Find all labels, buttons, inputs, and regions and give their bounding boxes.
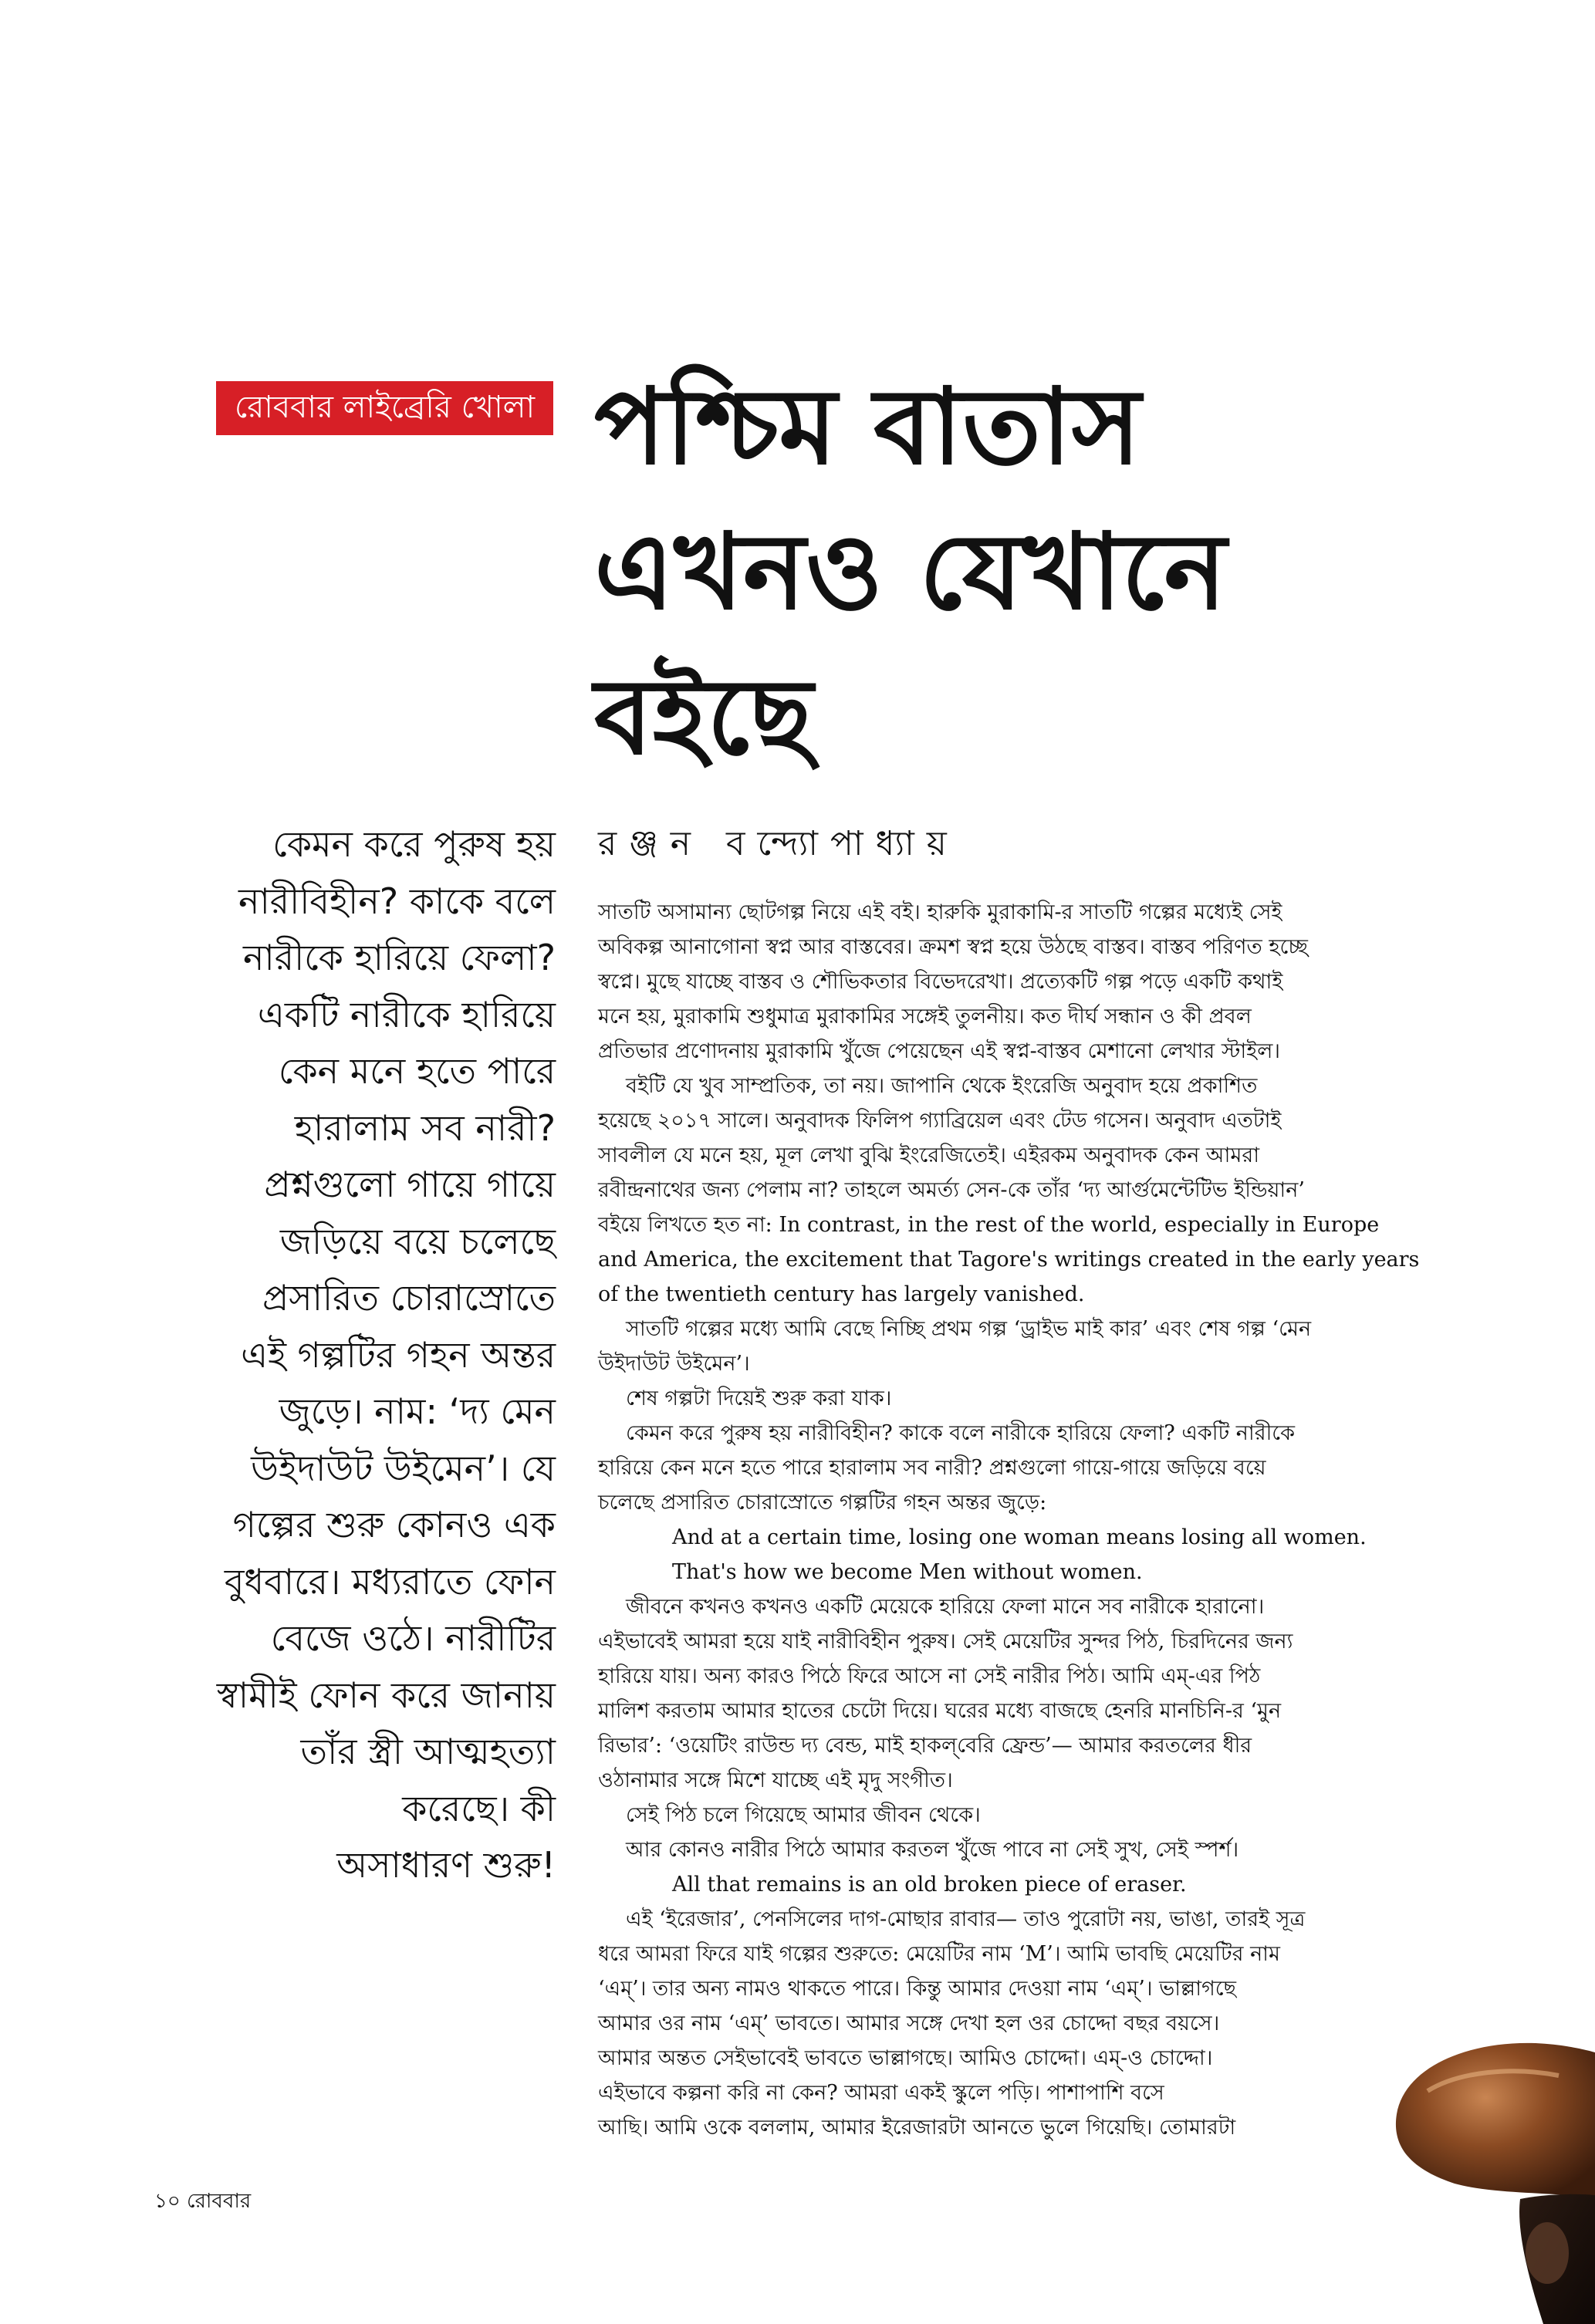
- pullquote-line: করেছে। কী: [402, 1787, 556, 1829]
- pullquote-line: বুধবারে। মধ্যরাতে ফোন: [224, 1560, 556, 1603]
- article-line: ধরে আমরা ফিরে যাই গল্পের শুরুতে: মেয়েটির নাম ‘M’। আমি ভাবছি মেয়েটির নাম: [598, 1942, 1281, 1966]
- article-line: জীবনে কখনও কখনও একটি মেয়েকে হারিয়ে ফেলা মানে সব নারীকে হারানো।: [626, 1595, 1265, 1619]
- pullquote-line: একটি নারীকে হারিয়ে: [257, 993, 556, 1035]
- pullquote-line: জুড়ে। নাম: ‘দ্য মেন: [279, 1390, 556, 1432]
- article-line: মালিশ করতাম আমার হাতের চেটো দিয়ে। ঘরের মধ্যে বাজছে হেনরি মানচিনি-র ‘মুন: [598, 1699, 1282, 1723]
- article-line: স্বপ্নে। মুছে যাচ্ছে বাস্তব ও শৌভিকতার বিভেদরেখা। প্রত্যেকটি গল্প পড়ে একটি কথাই: [598, 970, 1283, 994]
- article-line: ‘এম্’। তার অন্য নামও থাকতে পারে। কিন্তু আমার দেওয়া নাম ‘এম্’। ভাল্লাগছে: [598, 1977, 1236, 2001]
- pullquote-line: অসাধারণ শুরু!: [336, 1844, 556, 1886]
- pullquote-line: নারীকে হারিয়ে ফেলা?: [242, 937, 556, 978]
- pullquote-line: কেন মনে হতে পারে: [278, 1050, 556, 1092]
- article-line: চলেছে প্রসারিত চোরাস্রোতে গল্পটির গহন অন্তর জুড়ে:: [598, 1491, 1047, 1515]
- pullquote-line: উইদাউট উইমেন’। যে: [251, 1447, 556, 1489]
- section-label: রোববার লাইব্রেরি খোলা: [216, 381, 553, 435]
- pullquote: [116, 816, 556, 1894]
- pullquote-line: প্রসারিত চোরাস্রোতে: [262, 1277, 556, 1319]
- pullquote-line: তাঁর স্ত্রী আত্মহত্যা: [300, 1731, 556, 1772]
- pullquote-line: প্রশ্নগুলো গায়ে গায়ে: [264, 1164, 556, 1205]
- article-line: শেষ গল্পটা দিয়েই শুরু করা যাক।: [626, 1387, 892, 1410]
- article-line: প্রতিভার প্রণোদনায় মুরাকামি খুঁজে পেয়েছেন এই স্বপ্ন-বাস্তব মেশানো লেখার স্টাইল।: [598, 1039, 1280, 1063]
- article-line: হারিয়ে কেন মনে হতে পারে হারালাম সব নারী? প্রশ্নগুলো গায়ে-গায়ে জড়িয়ে বয়ে: [598, 1456, 1266, 1480]
- quote-line: All that remains is an old broken piece of eraser.: [672, 1873, 1187, 1897]
- pullquote-line: হারালাম সব নারী?: [294, 1106, 556, 1149]
- article-line: হারিয়ে যায়। অন্য কারও পিঠে ফিরে আসে না সেই নারীর পিঠ। আমি এম্-এর পিঠ: [598, 1664, 1261, 1688]
- headline-line: পশ্চিম বাতাস: [594, 367, 1141, 488]
- article-line: বইটি যে খুব সাম্প্রতিক, তা নয়। জাপানি থেকে ইংরেজি অনুবাদ হয়ে প্রকাশিত: [626, 1074, 1258, 1098]
- article-line: আমার ওর নাম ‘এম্’ ভাবতে। আমার সঙ্গে দেখা হল ওর চোদ্দো বছর বয়সে।: [598, 2012, 1220, 2035]
- page-folio: ১০ রোববার: [154, 2190, 252, 2213]
- headline-line: বইছে: [594, 657, 813, 779]
- article-line: আমার অন্তত সেইভাবেই ভাবতে ভাল্লাগছে। আমিও চোদ্দো। এম্-ও চোদ্দো।: [598, 2046, 1213, 2070]
- quote-line: And at a certain time, losing one woman means losing all women.: [672, 1525, 1367, 1549]
- headline-line: এখনও যেখানে: [594, 512, 1227, 633]
- article-line: আছি। আমি ওকে বললাম, আমার ইরেজারটা আনতে ভুলে গিয়েছি। তোমারটা: [598, 2116, 1236, 2140]
- article-line: অবিকল্প আনাগোনা স্বপ্ন আর বাস্তবের। ক্রমশ স্বপ্ন হয়ে উঠছে বাস্তব। বাস্তব পরিণত হচ্ছে: [598, 935, 1308, 959]
- article-line: সেই পিঠ চলে গিয়েছে আমার জীবন থেকে।: [626, 1803, 981, 1827]
- article-line: সাতটি গল্পের মধ্যে আমি বেছে নিচ্ছি প্রথম গল্প ‘ড্রাইভ মাই কার’ এবং শেষ গল্প ‘মেন: [626, 1317, 1312, 1341]
- article-line: কেমন করে পুরুষ হয় নারীবিহীন? কাকে বলে নারীকে হারিয়ে ফেলা? একটি নারীকে: [626, 1421, 1296, 1445]
- article-line: বইয়ে লিখতে হত না: In contrast, in the rest of the world, especially in Europe: [598, 1213, 1380, 1237]
- article-line: এই ‘ইরেজার’, পেনসিলের দাগ-মোছার রাবার— তাও পুরোটা নয়, ভাঙা, তারই সূত্র: [626, 1907, 1306, 1931]
- article-line: আর কোনও নারীর পিঠে আমার করতল খুঁজে পাবে না সেই সুখ, সেই স্পর্শ।: [626, 1838, 1239, 1862]
- article-line: রিভার’: ‘ওয়েটিং রাউন্ড দ্য বেন্ড, মাই হাকল্‌বেরি ফ্রেন্ড’— আমার করতলের ধীর: [598, 1734, 1252, 1758]
- article-line: সাতটি অসামান্য ছোটগল্প নিয়ে এই বই। হারুকি মুরাকামি-র সাতটি গল্পের মধ্যেই সেই: [598, 900, 1282, 924]
- pullquote-line: এই গল্পটির গহন অন্তর: [241, 1333, 556, 1376]
- article-line: এইভাবেই আমরা হয়ে যাই নারীবিহীন পুরুষ। সেই মেয়েটির সুন্দর পিঠ, চিরদিনের জন্য: [598, 1630, 1293, 1653]
- headline: [594, 355, 1520, 790]
- article-line: ওঠানামার সঙ্গে মিশে যাচ্ছে এই মৃদু সংগীত।: [598, 1768, 953, 1792]
- decorative-photo: [1381, 1998, 1595, 2324]
- article-body: [598, 895, 1447, 2145]
- article-line: মনে হয়, মুরাকামি শুধুমাত্র মুরাকামির সঙ্গেই তুলনীয়। কত দীর্ঘ সন্ধান ও কী প্রবল: [598, 1005, 1252, 1029]
- byline: রঞ্জন বন্দ্যোপাধ্যায়: [598, 824, 959, 863]
- article-line: এইভাবে কল্পনা করি না কেন? আমরা একই স্কুলে পড়ি। পাশাপাশি বসে: [598, 2081, 1164, 2105]
- article-line: হয়েছে ২০১৭ সালে। অনুবাদক ফিলিপ গ্যাব্রিয়েল এবং টেড গসেন। অনুবাদ এতটাই: [598, 1109, 1282, 1133]
- article-line: of the twentieth century has largely vanished.: [598, 1282, 1085, 1306]
- quote-line: That's how we become Men without women.: [672, 1560, 1143, 1584]
- pullquote-line: জড়িয়ে বয়ে চলেছে: [279, 1220, 556, 1262]
- article-line: and America, the excitement that Tagore's writings created in the early years: [598, 1248, 1420, 1272]
- pullquote-line: কেমন করে পুরুষ হয়: [272, 823, 556, 865]
- article-line: উইদাউট উইমেন’।: [598, 1352, 750, 1376]
- pullquote-line: স্বামীই ফোন করে জানায়: [216, 1674, 556, 1716]
- pullquote-line: নারীবিহীন? কাকে বলে: [238, 880, 556, 922]
- article-line: সাবলীল যে মনে হয়, মূল লেখা বুঝি ইংরেজিতেই। এইরকম অনুবাদক কেন আমরা: [598, 1143, 1260, 1167]
- article-line: রবীন্দ্রনাথের জন্য পেলাম না? তাহলে অমর্ত্য সেন-কে তাঁর ‘দ্য আর্গুমেন্টেটিভ ইন্ডিয়ান’: [598, 1178, 1305, 1202]
- pullquote-line: গল্পের শুরু কোনও এক: [232, 1504, 556, 1545]
- pullquote-line: বেজে ওঠে। নারীটির: [270, 1617, 556, 1659]
